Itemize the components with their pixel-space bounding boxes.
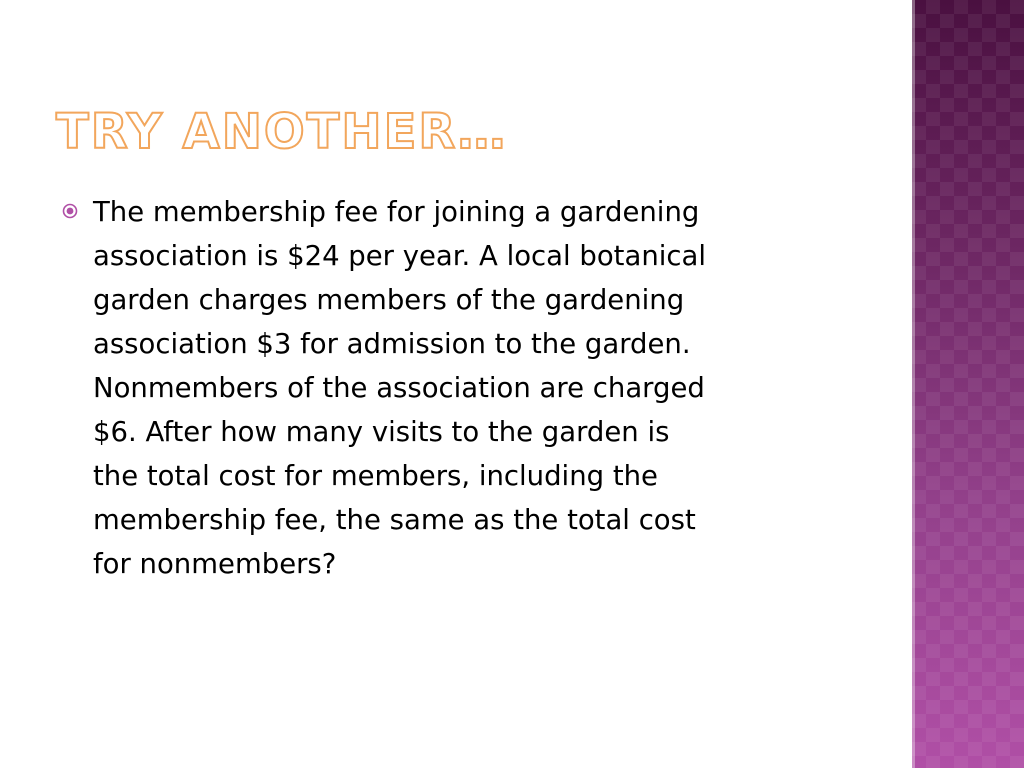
decorative-side-band <box>912 0 1024 768</box>
bullet-item <box>62 190 842 586</box>
side-band-edge <box>912 0 915 768</box>
slide-title: TRY ANOTHER… <box>56 104 508 160</box>
bullet-list <box>62 190 842 586</box>
diamond-pattern <box>912 0 1024 768</box>
bullet-text: The membership fee for joining a gardening association is $24 per year. A local botanical garden charges members of the gardening association $3 for admission to the garden. Nonmembers of the association are charged $6. After how many visits to the garden is the total cost for members, including the membership fee, the same as the total cost for nonmembers? <box>93 196 707 580</box>
circle-bullet-icon <box>62 203 78 219</box>
